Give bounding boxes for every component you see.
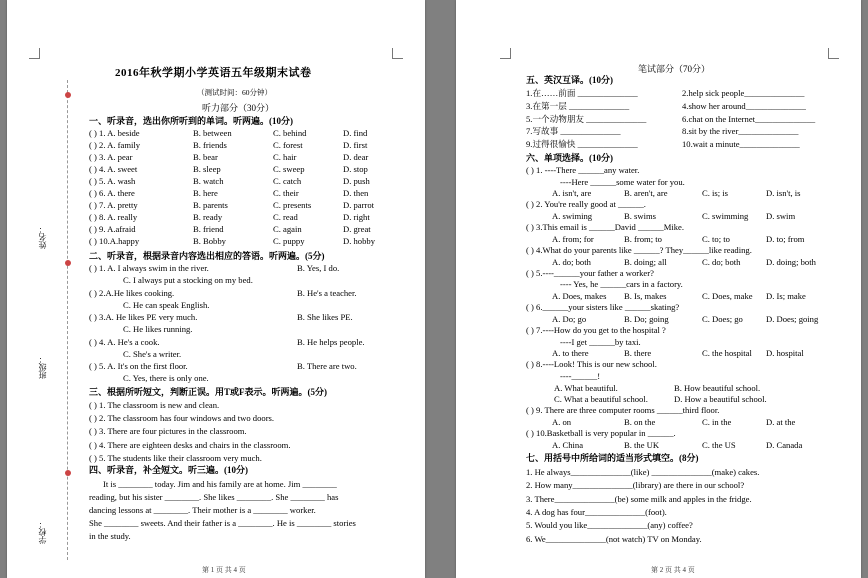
answer-option: A. from; for (552, 233, 594, 244)
answer-option: B. Do; going (624, 313, 669, 324)
answer-option: D. dear (343, 152, 369, 162)
mc-question: ( ) 7.----How do you get to the hospital ? (526, 325, 666, 335)
question-item: ( ) 1. A. I always swim in the river. (89, 263, 209, 273)
question-item: ( ) 5. A. It's on the first floor. (89, 361, 188, 371)
answer-option: B. the UK (624, 439, 660, 450)
answer-option: C. do; both (702, 256, 741, 267)
translation-item: 2.help sick people______________ (682, 88, 805, 98)
question-item: ( ) 10.A.happy (89, 236, 140, 246)
answer-option: B. sleep (193, 164, 221, 174)
answer-option: B. swims (624, 211, 656, 221)
class-label: 班级： (38, 355, 47, 379)
mc-question: ( ) 8.----Look! This is our new school. (526, 359, 657, 370)
statement-item: ( ) 2. The classroom has four windows and two doors. (89, 413, 275, 424)
question-item: ( ) 2. A. family (89, 140, 141, 150)
school-label: 学校： (38, 520, 47, 544)
answer-option: D. first (343, 140, 368, 150)
answer-option: A. Do; go (552, 313, 587, 324)
answer-option: D. How a beautiful school. (674, 394, 767, 405)
answer-option: A. Does, makes (552, 291, 607, 301)
question-item: ( ) 3.A. He likes PE very much. (89, 312, 198, 322)
answer-option: C. sweep (273, 164, 305, 174)
fill-blank-item: 3. There______________(be) some milk and apples in the fridge. (526, 493, 752, 504)
cloze-line: reading, but his sister ________. She likes ________. She ________ has (89, 492, 339, 502)
answer-option: C. is; is (702, 188, 729, 199)
page-footer: 第 2 页 共 4 页 (651, 566, 695, 574)
exam-title: 2016年秋学期小学英语五年级期末试卷 (115, 67, 312, 79)
answer-option: A. China (552, 439, 584, 450)
answer-option: B. ready (193, 212, 223, 222)
section-4-heading: 四、听录音，补全短文。听三遍。(10分) (89, 465, 248, 475)
answer-option: B. on the (624, 417, 656, 427)
fill-blank-item: 1. He always______________(like) ______________(make) cakes. (526, 467, 760, 477)
binding-mark (65, 470, 71, 476)
answer-option: B. doing; all (624, 256, 667, 267)
mc-question: ( ) 3.This email is ______David ______Mike. (526, 222, 685, 233)
section-7-heading: 七、用括号中所给词的适当形式填空。(8分) (526, 453, 699, 463)
translation-item: 1.在……前面 ______________ (526, 88, 638, 98)
answer-option: C. the hospital (702, 348, 752, 359)
answer-option: D. find (343, 128, 368, 138)
answer-option: B. Yes, I do. (297, 263, 340, 273)
translation-item: 3.在第一层 ______________ (526, 100, 630, 111)
statement-item: ( ) 4. There are eighteen desks and chairs in the classroom. (89, 439, 291, 450)
name-label: 姓名： (38, 225, 47, 249)
answer-option: D. push (343, 176, 370, 186)
crop-mark (29, 48, 40, 59)
answer-option: B. friend (193, 224, 224, 234)
page-2 (456, 0, 861, 578)
answer-option: A. do; both (552, 256, 591, 267)
fill-blank-item: 4. A dog has four______________(foot). (526, 506, 667, 517)
answer-option: C. Does; go (702, 313, 743, 324)
mc-question: ( ) 9. There are three computer rooms ______third floor. (526, 405, 720, 416)
answer-option: D. Is; make (766, 291, 806, 301)
question-item: ( ) 4. A. sweet (89, 164, 138, 174)
section-5-heading: 五、英汉互译。(10分) (526, 75, 613, 85)
answer-option: C. their (273, 188, 299, 198)
answer-option: D. doing; both (766, 256, 816, 267)
translation-item: 10.wait a minute______________ (682, 139, 800, 150)
answer-option: B. here (193, 188, 218, 198)
mc-question: ( ) 10.Basketball is very popular in ______. (526, 428, 676, 439)
translation-item: 7.写故事 ______________ (526, 126, 621, 137)
question-item: ( ) 9. A.afraid (89, 224, 136, 234)
mc-question: ( ) 1. ----There ______any water. (526, 165, 640, 175)
answer-option: C. hair (273, 152, 297, 162)
mc-question: ( ) 6.______your sisters like ______skating? (526, 302, 680, 313)
answer-option: D. hospital (766, 348, 804, 359)
answer-option: B. between (193, 128, 232, 138)
answer-option: C. swimming (702, 211, 749, 221)
fill-blank-item: 5. Would you like______________(any) coffee? (526, 520, 693, 531)
translation-item: 4.show her around______________ (682, 100, 806, 111)
answer-option: A. swiming (552, 211, 593, 221)
cloze-line: It is ________ today. Jim and his family are at home. Jim ________ (103, 479, 337, 489)
translation-item: 9.过得很愉快 ______________ (526, 139, 638, 150)
answer-option: C. to; to (702, 233, 730, 244)
answer-option: B. There are two. (297, 361, 357, 371)
crop-mark (500, 48, 511, 59)
answer-option: C. behind (273, 128, 307, 138)
translation-item: 6.chat on the Internet______________ (682, 113, 816, 124)
fill-blank-item: 2. How many______________(library) are there in our school? (526, 480, 745, 491)
question-item: ( ) 4. A. He's a cook. (89, 336, 160, 347)
answer-option: B. How beautiful school. (674, 382, 761, 393)
mc-subline: ----Here ______some water for you. (560, 176, 685, 187)
crop-mark (392, 48, 403, 59)
cloze-line: She ________ sweets. And their father is a ________. He is ________ stories (89, 518, 356, 528)
answer-option: B. friends (193, 140, 227, 150)
answer-option: D. swim (766, 211, 796, 221)
answer-option: C. puppy (273, 236, 305, 246)
question-item: ( ) 7. A. pretty (89, 200, 138, 210)
answer-option: D. Does; going (766, 313, 819, 324)
answer-option: D. Canada (766, 439, 803, 450)
answer-option: C. the US (702, 439, 736, 450)
answer-option: B. Is, makes (624, 291, 667, 301)
answer-option: B. Bobby (193, 236, 226, 246)
answer-option: C. Yes, there is only one. (123, 373, 209, 383)
mc-subline: ---- Yes, he ______cars in a factory. (560, 279, 683, 290)
question-item: ( ) 6. A. there (89, 188, 135, 198)
section-3-heading: 三、根据所听短文，判断正误。用T或F表示。听两遍。(5分) (89, 387, 327, 397)
written-header: 笔试部分（70分） (638, 64, 711, 74)
question-item: ( ) 1. A. beside (89, 128, 140, 138)
answer-option: C. He likes running. (123, 324, 193, 334)
answer-option: D. stop (343, 164, 368, 174)
answer-option: D. at the (766, 417, 796, 427)
answer-option: C. I always put a stocking on my bed. (123, 275, 253, 285)
answer-option: B. She likes PE. (297, 312, 353, 322)
section-1-heading: 一、听录音，选出你所听到的单词。听两遍。(10分) (89, 116, 293, 126)
exam-subtitle: （测试时间：60分钟） (197, 88, 272, 97)
answer-option: C. read (273, 212, 298, 222)
answer-option: A. to there (552, 348, 589, 359)
mc-subline: ----______! (560, 371, 601, 381)
answer-option: D. then (343, 188, 369, 198)
answer-option: C. Does, make (702, 291, 753, 301)
mc-question: ( ) 5.----______your father a worker? (526, 267, 654, 278)
answer-option: D. to; from (766, 233, 805, 244)
answer-option: C. He can speak English. (123, 299, 210, 310)
answer-option: D. isn't, is (766, 188, 801, 199)
mc-question: ( ) 4.What do your parents like ______? They______like reading. (526, 245, 752, 255)
page-footer: 第 1 页 共 4 页 (202, 566, 246, 574)
answer-option: B. He's a teacher. (297, 287, 357, 298)
answer-option: D. right (343, 212, 370, 222)
question-item: ( ) 8. A. really (89, 212, 138, 222)
question-item: ( ) 3. A. pear (89, 152, 133, 162)
page-1 (7, 0, 425, 578)
translation-item: 5.一个动物朋友 ______________ (526, 113, 647, 124)
answer-option: C. forest (273, 140, 303, 150)
answer-option: C. She's a writer. (123, 348, 182, 359)
answer-option: C. catch (273, 176, 302, 186)
answer-option: C. What a beautiful school. (554, 394, 648, 405)
crop-mark (828, 48, 839, 59)
mc-question: ( ) 2. You're really good at ______. (526, 199, 646, 210)
binding-line (67, 80, 68, 560)
answer-option: B. from; to (624, 233, 662, 244)
answer-option: B. parents (193, 200, 228, 210)
listening-header: 听力部分（30分） (202, 103, 275, 113)
cloze-line: in the study. (89, 531, 131, 541)
answer-option: D. parrot (343, 200, 375, 210)
section-2-heading: 二、听录音，根据录音内容选出相应的答语。听两遍。(5分) (89, 251, 325, 261)
translation-item: 8.sit by the river______________ (682, 126, 799, 137)
answer-option: C. again (273, 224, 302, 234)
answer-option: A. What beautiful. (554, 382, 618, 393)
answer-option: B. He helps people. (297, 336, 365, 347)
answer-option: A. on (552, 417, 572, 427)
mc-subline: ----I get ______by taxi. (560, 336, 641, 347)
cloze-line: dancing lessons at ________. Their mother is a ________ worker. (89, 505, 316, 515)
answer-option: B. there (624, 348, 652, 359)
question-item: ( ) 2.A.He likes cooking. (89, 287, 175, 298)
question-item: ( ) 5. A. wash (89, 176, 136, 186)
answer-option: B. bear (193, 152, 218, 162)
answer-option: C. in the (702, 417, 732, 427)
statement-item: ( ) 1. The classroom is new and clean. (89, 400, 220, 410)
fill-blank-item: 6. We______________(not watch) TV on Monday. (526, 533, 702, 544)
answer-option: B. aren't, are (624, 188, 668, 199)
statement-item: ( ) 5. The students like their classroom very much. (89, 452, 262, 463)
binding-mark (65, 92, 71, 98)
statement-item: ( ) 3. There are four pictures in the classroom. (89, 426, 247, 437)
answer-option: A. isn't, are (552, 188, 592, 199)
answer-option: D. great (343, 224, 371, 234)
section-6-heading: 六、单项选择。(10分) (526, 153, 613, 163)
answer-option: C. presents (273, 200, 312, 210)
binding-mark (65, 260, 71, 266)
answer-option: D. hobby (343, 236, 375, 246)
answer-option: B. watch (193, 176, 224, 186)
